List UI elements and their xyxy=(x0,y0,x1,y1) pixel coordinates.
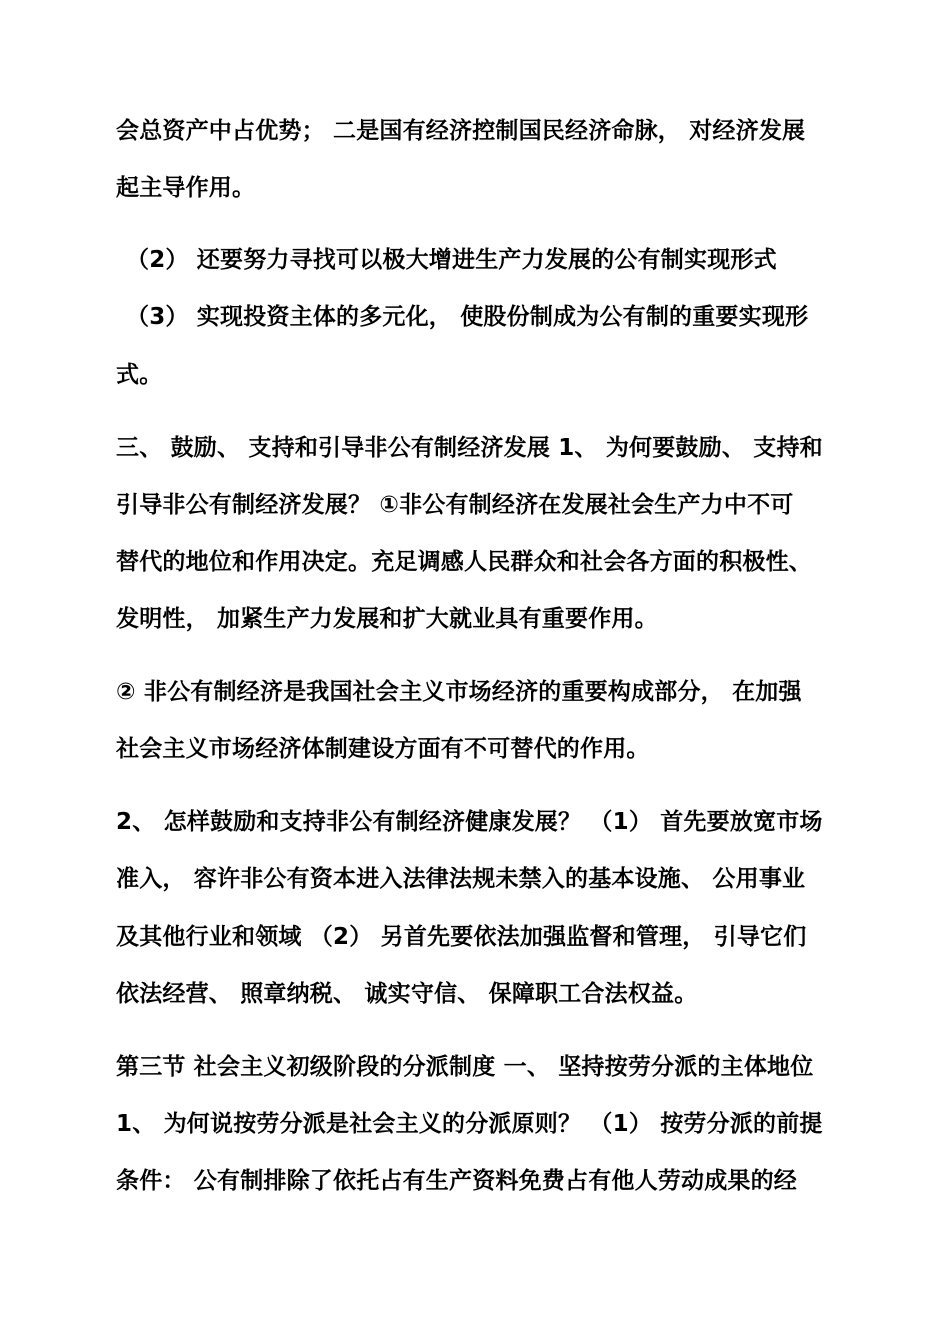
text-line: 替代的地位和作用决定。充足调感人民群众和社会各方面的积极性、 xyxy=(116,549,812,575)
text-line: 准入， 容许非公有资本进入法律法规未禁入的基本设施、 公用事业 xyxy=(116,866,806,892)
text-line: 及其他行业和领域 （2） 另首先要依法加强监督和管理， 引导它们 xyxy=(116,924,807,950)
text-line: 社会主义市场经济体制建设方面有不可替代的作用。 xyxy=(116,736,650,762)
text-line: 发明性， 加紧生产力发展和扩大就业具有重要作用。 xyxy=(116,606,658,632)
text-line: ② 非公有制经济是我国社会主义市场经济的重要构成部分， 在加强 xyxy=(116,679,802,705)
text-line: （3） 实现投资主体的多元化， 使股份制成为公有制的重要实现形 xyxy=(126,304,809,330)
text-line: 起主导作用。 xyxy=(116,175,256,201)
section-heading-line: 第三节 社会主义初级阶段的分派制度 一、 坚持按劳分派的主体地位 xyxy=(116,1054,814,1080)
section-heading-line: 三、 鼓励、 支持和引导非公有制经济发展 1、 为何要鼓励、 支持和 xyxy=(116,435,823,461)
text-line: 式。 xyxy=(116,362,163,388)
text-line: 1、 为何说按劳分派是社会主义的分派原则？ （1） 按劳分派的前提 xyxy=(116,1111,823,1137)
text-line: 条件： 公有制排除了依托占有生产资料免费占有他人劳动成果的经 xyxy=(116,1168,798,1194)
text-line: 会总资产中占优势； 二是国有经济控制国民经济命脉， 对经济发展 xyxy=(116,118,806,144)
text-line: 引导非公有制经济发展？ ①非公有制经济在发展社会生产力中不可 xyxy=(116,492,794,518)
text-line: 依法经营、 照章纳税、 诚实守信、 保障职工合法权益。 xyxy=(116,981,698,1007)
text-line: 2、 怎样鼓励和支持非公有制经济健康发展？ （1） 首先要放宽市场 xyxy=(116,809,823,835)
text-line: （2） 还要努力寻找可以极大增进生产力发展的公有制实现形式 xyxy=(126,247,777,273)
